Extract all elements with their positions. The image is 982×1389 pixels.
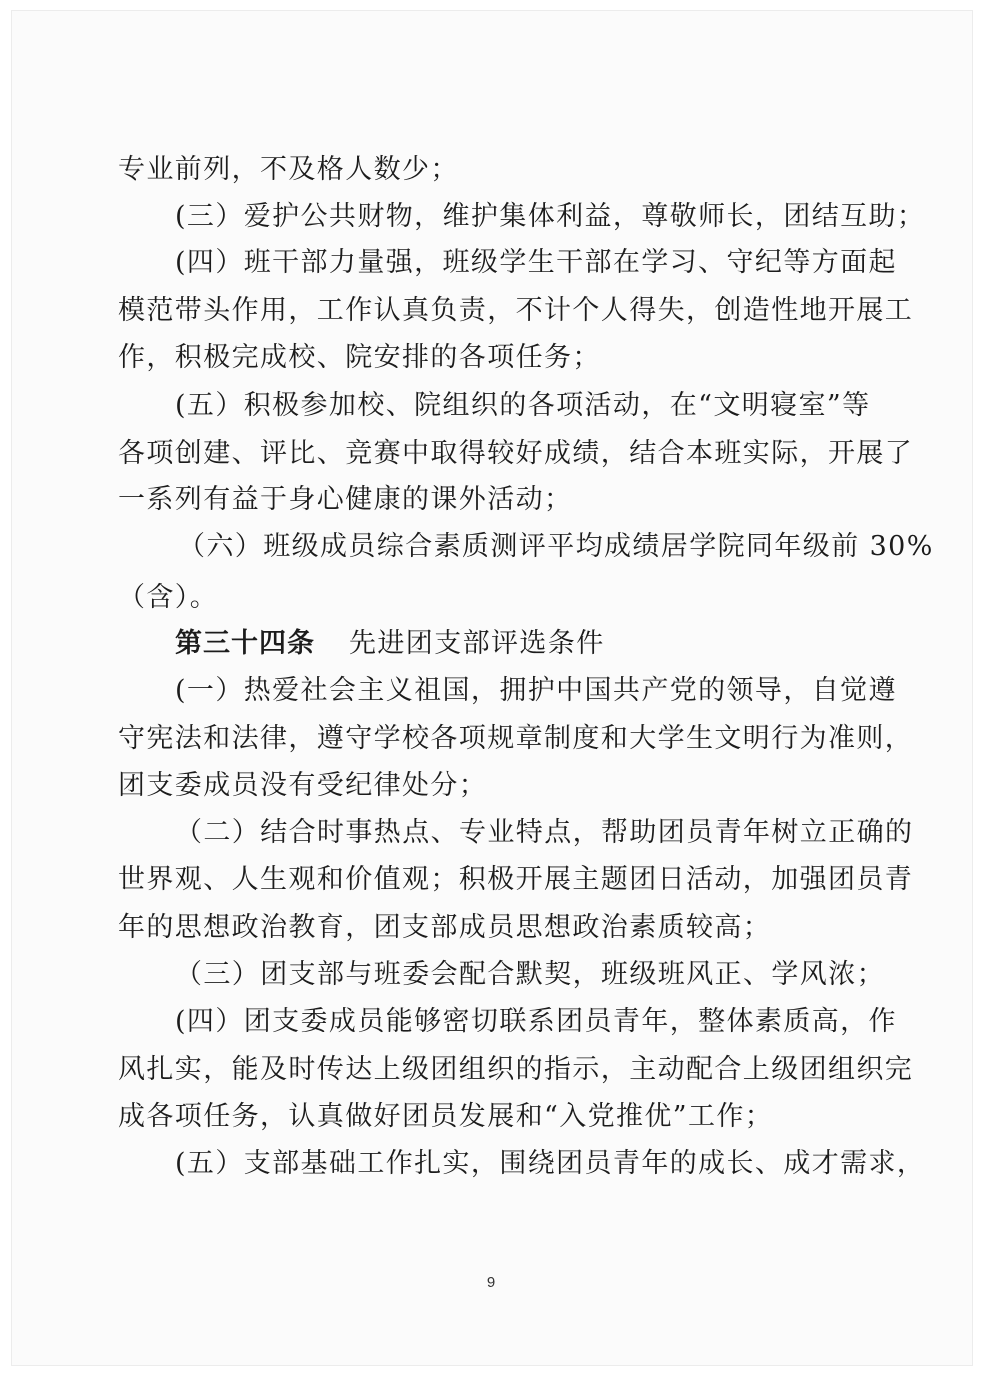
page-number: 9 <box>486 1274 496 1291</box>
text-line: （三）团支部与班委会配合默契，班级班风正、学风浓； <box>175 959 885 990</box>
text-line: 世界观、人生观和价值观；积极开展主题团日活动，加强团员青 <box>118 864 914 895</box>
text-line: 作，积极完成校、院安排的各项任务； <box>118 342 601 373</box>
text-line: (四）班干部力量强，班级学生干部在学习、守纪等方面起 <box>175 247 897 278</box>
text-line: 模范带头作用，工作认真负责，不计个人得失，创造性地开展工 <box>118 295 914 326</box>
text-line: 各项创建、评比、竞赛中取得较好成绩，结合本班实际，开展了 <box>118 438 914 469</box>
text-line: (四）团支委成员能够密切联系团员青年，整体素质高，作 <box>175 1006 897 1037</box>
article-number: 第三十四条 <box>175 628 315 659</box>
text-line: (五）积极参加校、院组织的各项活动，在“文明寝室”等 <box>175 390 871 421</box>
text-line: (三）爱护公共财物，维护集体利益，尊敬师长，团结互助； <box>175 201 926 232</box>
article-title: 先进团支部评选条件 <box>349 628 605 659</box>
text-line: 团支委成员没有受纪律处分； <box>118 770 488 801</box>
text-line: 年的思想政治教育，团支部成员思想政治素质较高； <box>118 912 772 943</box>
text-line: 守宪法和法律，遵守学校各项规章制度和大学生文明行为准则， <box>118 723 914 754</box>
text-line: （含）。 <box>118 582 219 613</box>
text-line: 成各项任务，认真做好团员发展和“入党推优”工作； <box>118 1101 774 1132</box>
text-line: 风扎实，能及时传达上级团组织的指示，主动配合上级团组织完 <box>118 1054 914 1085</box>
text-line: （二）结合时事热点、专业特点，帮助团员青年树立正确的 <box>175 817 914 848</box>
article-heading <box>0 622 982 666</box>
text-line: (五）支部基础工作扎实，围绕团员青年的成长、成才需求， <box>175 1148 926 1179</box>
text-line: 专业前列，不及格人数少； <box>118 154 459 185</box>
text-line: (一）热爱社会主义祖国，拥护中国共产党的领导，自觉遵 <box>175 675 897 706</box>
text-line: 一系列有益于身心健康的课外活动； <box>118 484 573 515</box>
text-line: （六）班级成员综合素质测评平均成绩居学院同年级前 30% <box>178 531 934 562</box>
